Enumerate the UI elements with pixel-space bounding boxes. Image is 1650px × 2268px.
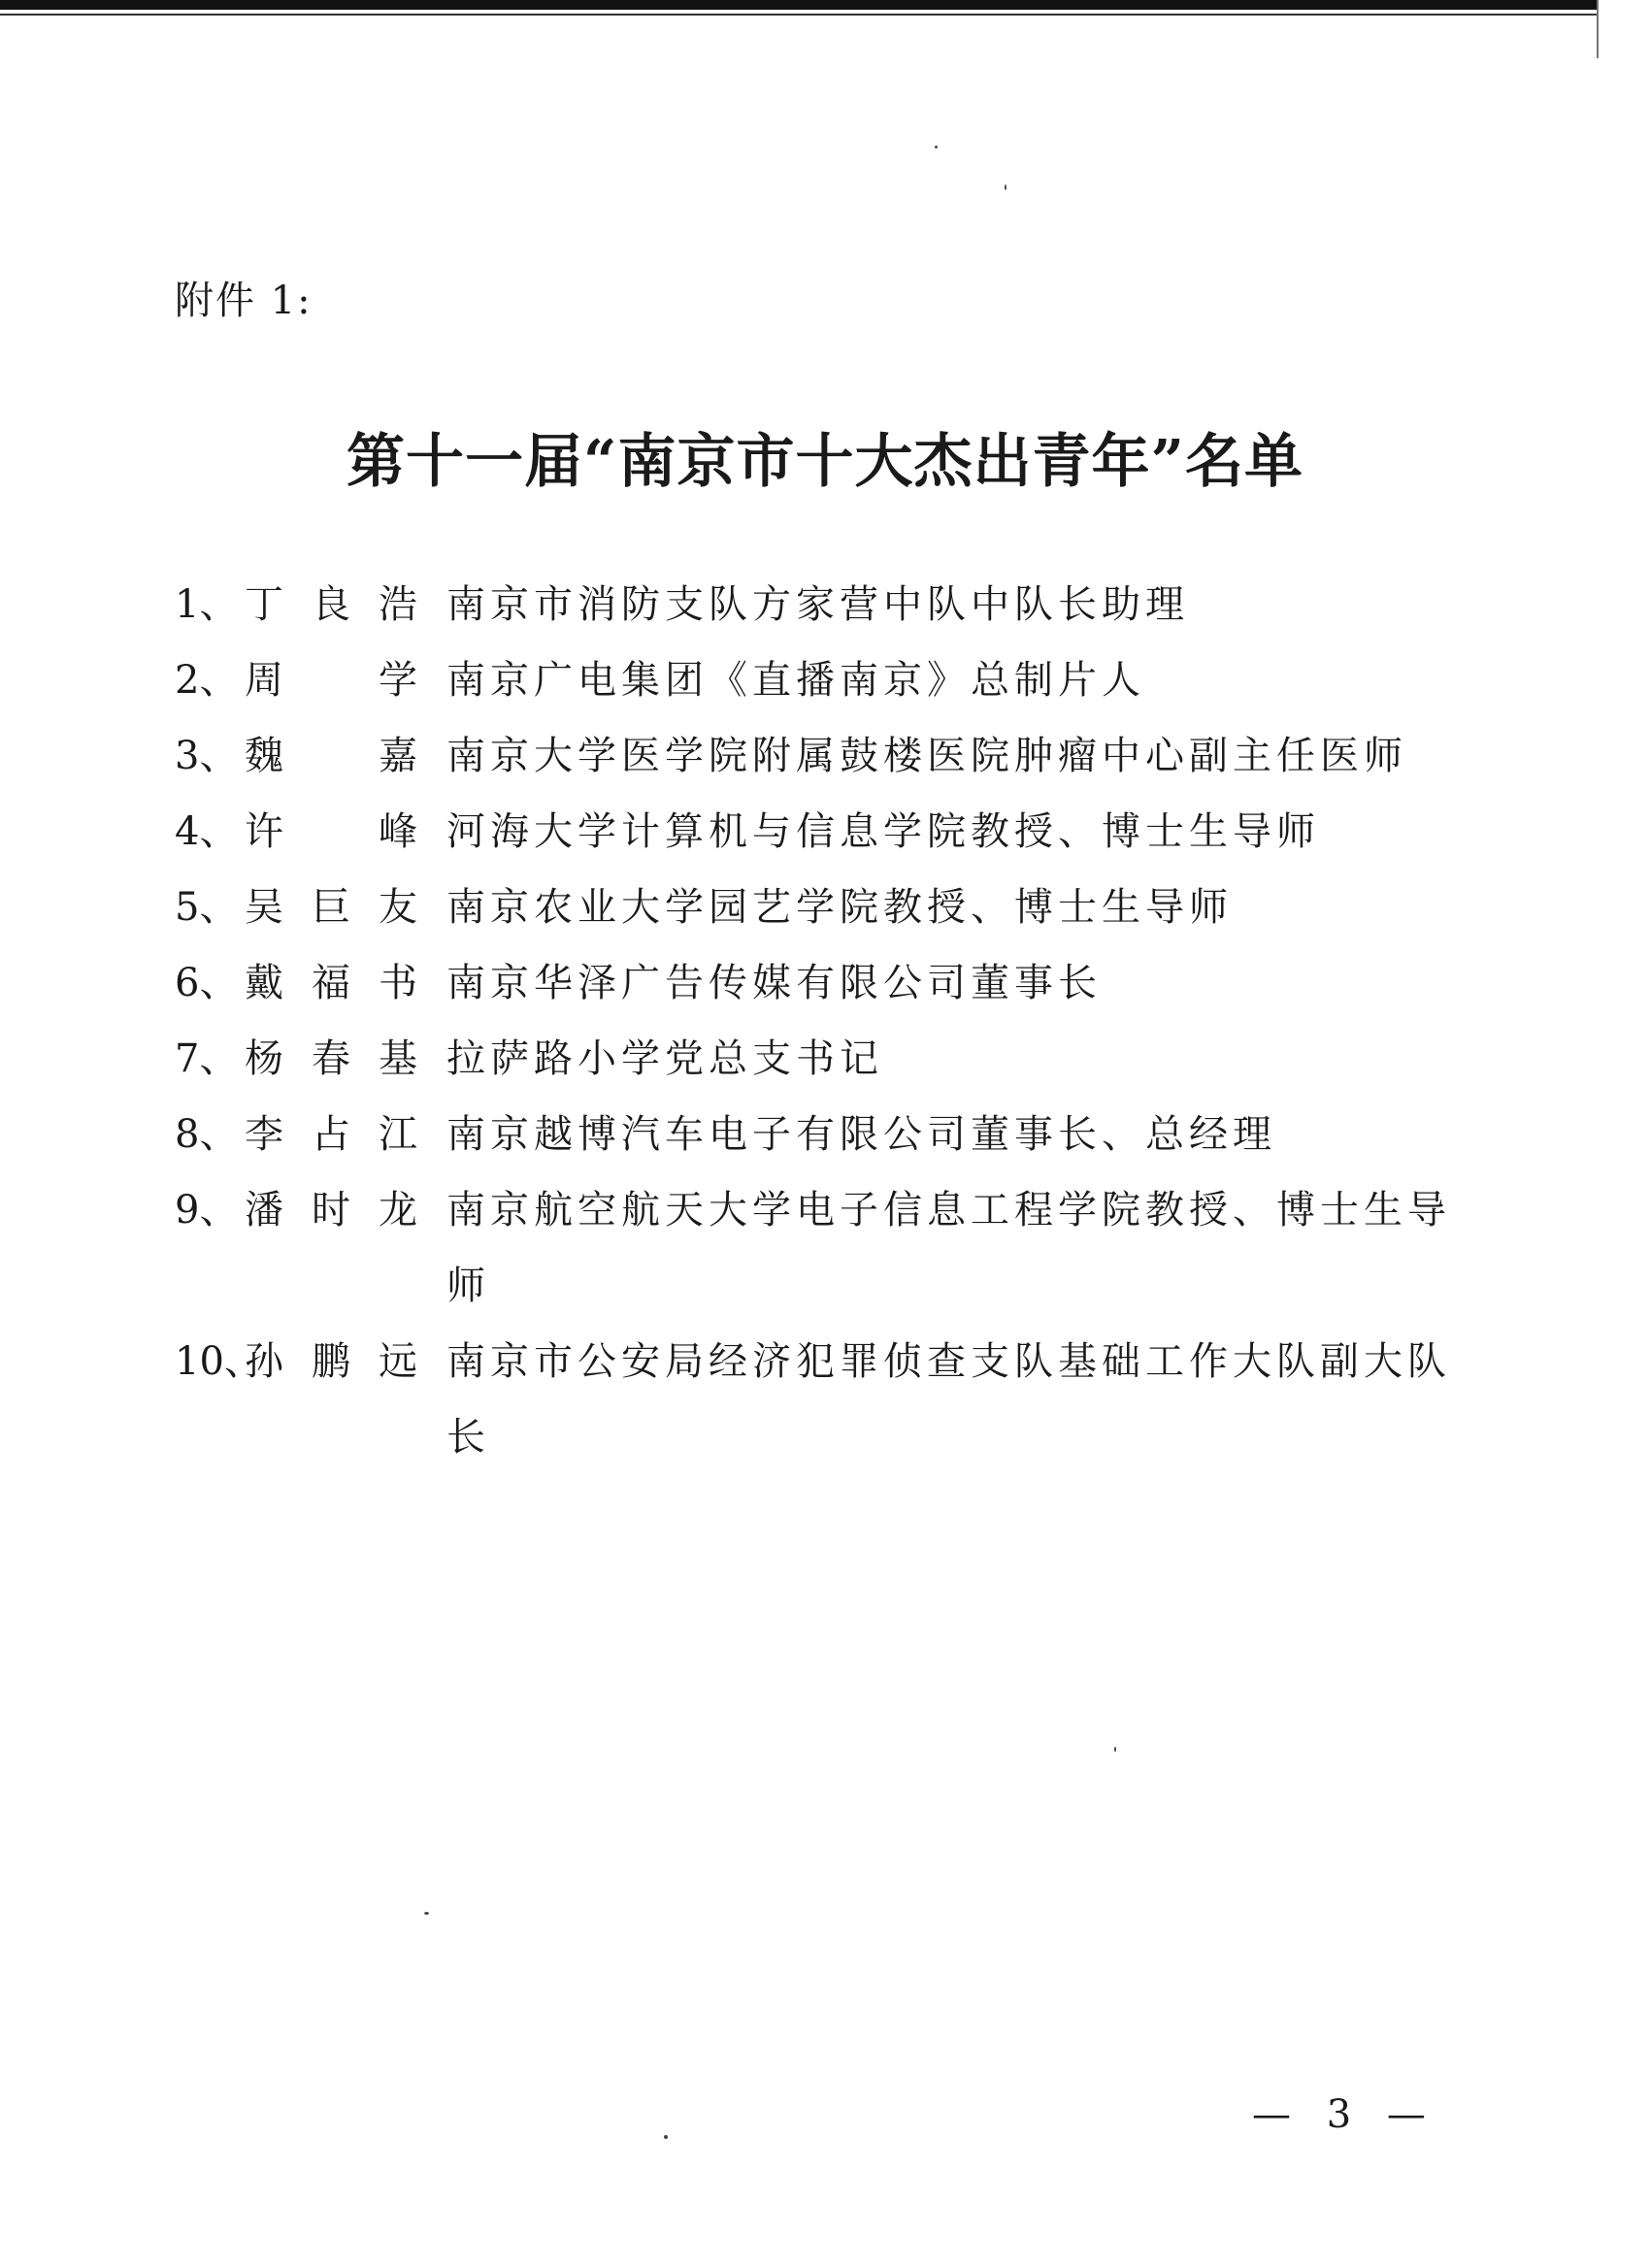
page-number: — 3 —	[1252, 2092, 1437, 2137]
page-edge-mark	[1597, 0, 1599, 58]
person-name: 吴巨友	[245, 885, 417, 930]
scan-speck	[1114, 1747, 1116, 1752]
person-title: 南京越博汽车电子有限公司董事长、总经理	[446, 1112, 1276, 1157]
list-item	[175, 642, 1456, 718]
document-title: 第十一届“南京市十大杰出青年”名单	[346, 428, 1304, 496]
header-rule	[0, 0, 1597, 10]
item-number: 4、	[175, 809, 239, 854]
header-rule-thin	[0, 14, 1597, 16]
person-name: 孙鹏远	[245, 1339, 417, 1384]
person-title: 南京农业大学园艺学院教授、博士生导师	[446, 885, 1233, 930]
person-name: 潘时龙	[245, 1188, 417, 1233]
item-number: 7、	[175, 1036, 239, 1081]
item-number: 9、	[175, 1188, 239, 1233]
person-name: 许 峰	[245, 809, 417, 854]
person-name: 戴福书	[245, 961, 417, 1005]
scan-speck	[424, 1912, 429, 1915]
person-name: 杨春基	[245, 1036, 417, 1081]
scan-speck	[935, 146, 938, 148]
item-number: 10、	[175, 1339, 263, 1384]
item-number: 6、	[175, 961, 239, 1005]
person-name: 周 学	[245, 658, 417, 703]
person-title: 拉萨路小学党总支书记	[446, 1036, 883, 1081]
person-title: 南京大学医学院附属鼓楼医院肿瘤中心副主任医师	[446, 734, 1407, 778]
scan-speck	[664, 2135, 668, 2139]
list-item	[175, 945, 1456, 1021]
person-title: 南京航空航天大学电子信息工程学院教授、博士生导师	[446, 1188, 1451, 1308]
scan-speck	[1005, 184, 1006, 190]
item-number: 8、	[175, 1112, 239, 1157]
list-item	[175, 1021, 1456, 1097]
person-name: 李占江	[245, 1112, 417, 1157]
item-number: 2、	[175, 658, 239, 703]
person-title: 南京市消防支队方家营中队中队长助理	[446, 582, 1189, 627]
item-number: 5、	[175, 885, 239, 930]
person-title: 南京广电集团《直播南京》总制片人	[446, 658, 1145, 703]
item-number: 1、	[175, 582, 239, 627]
list-item	[175, 794, 1456, 870]
person-name: 丁良浩	[245, 582, 417, 627]
list-item	[175, 1097, 1456, 1172]
list-item	[175, 1172, 1456, 1324]
person-title: 南京市公安局经济犯罪侦查支队基础工作大队副大队长	[446, 1339, 1451, 1460]
person-title: 河海大学计算机与信息学院教授、博士生导师	[446, 809, 1320, 854]
list-item	[175, 718, 1456, 794]
attachment-label: 附件 1:	[175, 279, 313, 323]
name-list	[175, 567, 1456, 1475]
list-item	[175, 870, 1456, 945]
item-number: 3、	[175, 734, 239, 778]
list-item	[175, 567, 1456, 642]
person-name: 魏 嘉	[245, 734, 417, 778]
person-title: 南京华泽广告传媒有限公司董事长	[446, 961, 1102, 1005]
list-item	[175, 1324, 1456, 1475]
